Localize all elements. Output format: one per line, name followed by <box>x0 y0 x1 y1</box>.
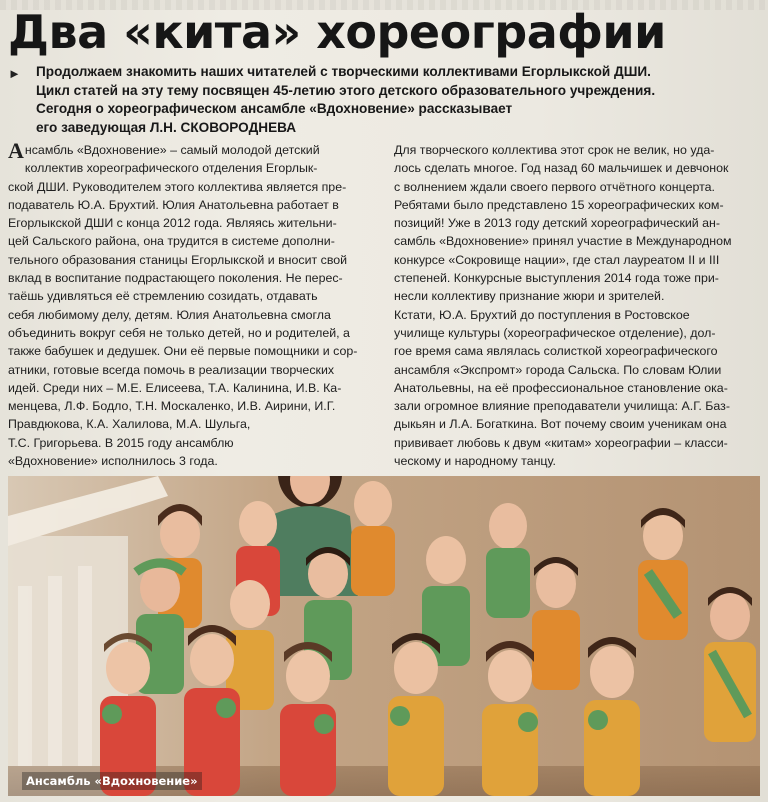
drop-cap: А <box>8 138 24 163</box>
ensemble-photo-illustration <box>8 476 760 796</box>
arrow-bullet-icon: ► <box>8 66 21 81</box>
left-column-paragraph <box>8 138 380 470</box>
right-column-paragraph: Для творческого коллектива этот срок не велик, но уда- лось сделать многое. Год назад 60 мальчишек и девчонок с волнением ждали своего первого отчётного концерта. Ребятами было представлено 15 хореографических ком- позиций! Уже в 2013 году детский хореографический ан- самбль «Вдохновение» принял участие в Международном конкурсе «Сокровище нации», где стал лауреатом II и III степеней. Конкурсные выступления 2014 года тоже при- несли коллективу признание жюри и зрителей. Кстати, Ю.А. Брухтий до поступления в Ростовское училище культуры (хореографическое отделение), дол- гое время сама являлась солисткой хореографического ансамбля «Экспромт» города Сальска. По словам Юлии Анатольевны, на её профессиональное становление ока- зали огромное влияние преподаватели училища: А.Г. Баз- дыкьян и Л.А. Богаткина. Вот почему своим ученикам она прививает любовь к двум «китам» хореографии – класси- ческому и народному танцу. <box>394 143 732 469</box>
photo-caption: Ансамбль «Вдохновение» <box>22 772 202 790</box>
lead-paragraph: Продолжаем знакомить наших читателей с творческими коллективами Егорлыкской ДШИ. Цикл статей на эту тему посвящен 45-летию этого детского образовательного учреждения. Сегодня о хореографическом ансамбле «Вдохновение» рассказывает его заведующая Л.Н. СКОВОРОДНЕВА <box>36 64 656 135</box>
left-text-column <box>8 138 380 471</box>
right-text-column <box>394 141 760 471</box>
article-lead <box>8 63 760 141</box>
left-column-text: нсамбль «Вдохновение» – самый молодой детский коллектив хореографического отделения Егорлык- ской ДШИ. Руководителем этого коллектива является пре- подаватель Ю.А. Брухтий. Юлия Анатольевна работает в Егорлыкской ДШИ с конца 2012 года. Являясь жительни- цей Сальского района, она трудится в системе дополни- тельного образования станицы Егорлыкской и вносит свой вклад в воспитание подрастающего поколения. Не перес- таёшь удивляться её стремлению созидать, отдавать себя любимому делу, детям. Юлия Анатольевна смогла объединить вокруг себя не только детей, но и родителей, а также бабушек и дедушек. Они её первые помощники и сор- атники, готовые всегда помочь в реализации творческих идей. Среди них – М.Е. Елисеева, Т.А. Калинина, И.В. Ка- менцева, Л.Ф. Бодло, Т.Н. Москаленко, И.В. Аирини, И.Г. Правдюкова, К.А. Халилова, М.А. Шульга, Т.С. Григорьева. В 2015 году ансамблю «Вдохновение» исполнилось 3 года. <box>8 143 358 469</box>
ensemble-photo <box>8 476 760 796</box>
article-headline: Два «кита» хореографии <box>8 5 666 59</box>
